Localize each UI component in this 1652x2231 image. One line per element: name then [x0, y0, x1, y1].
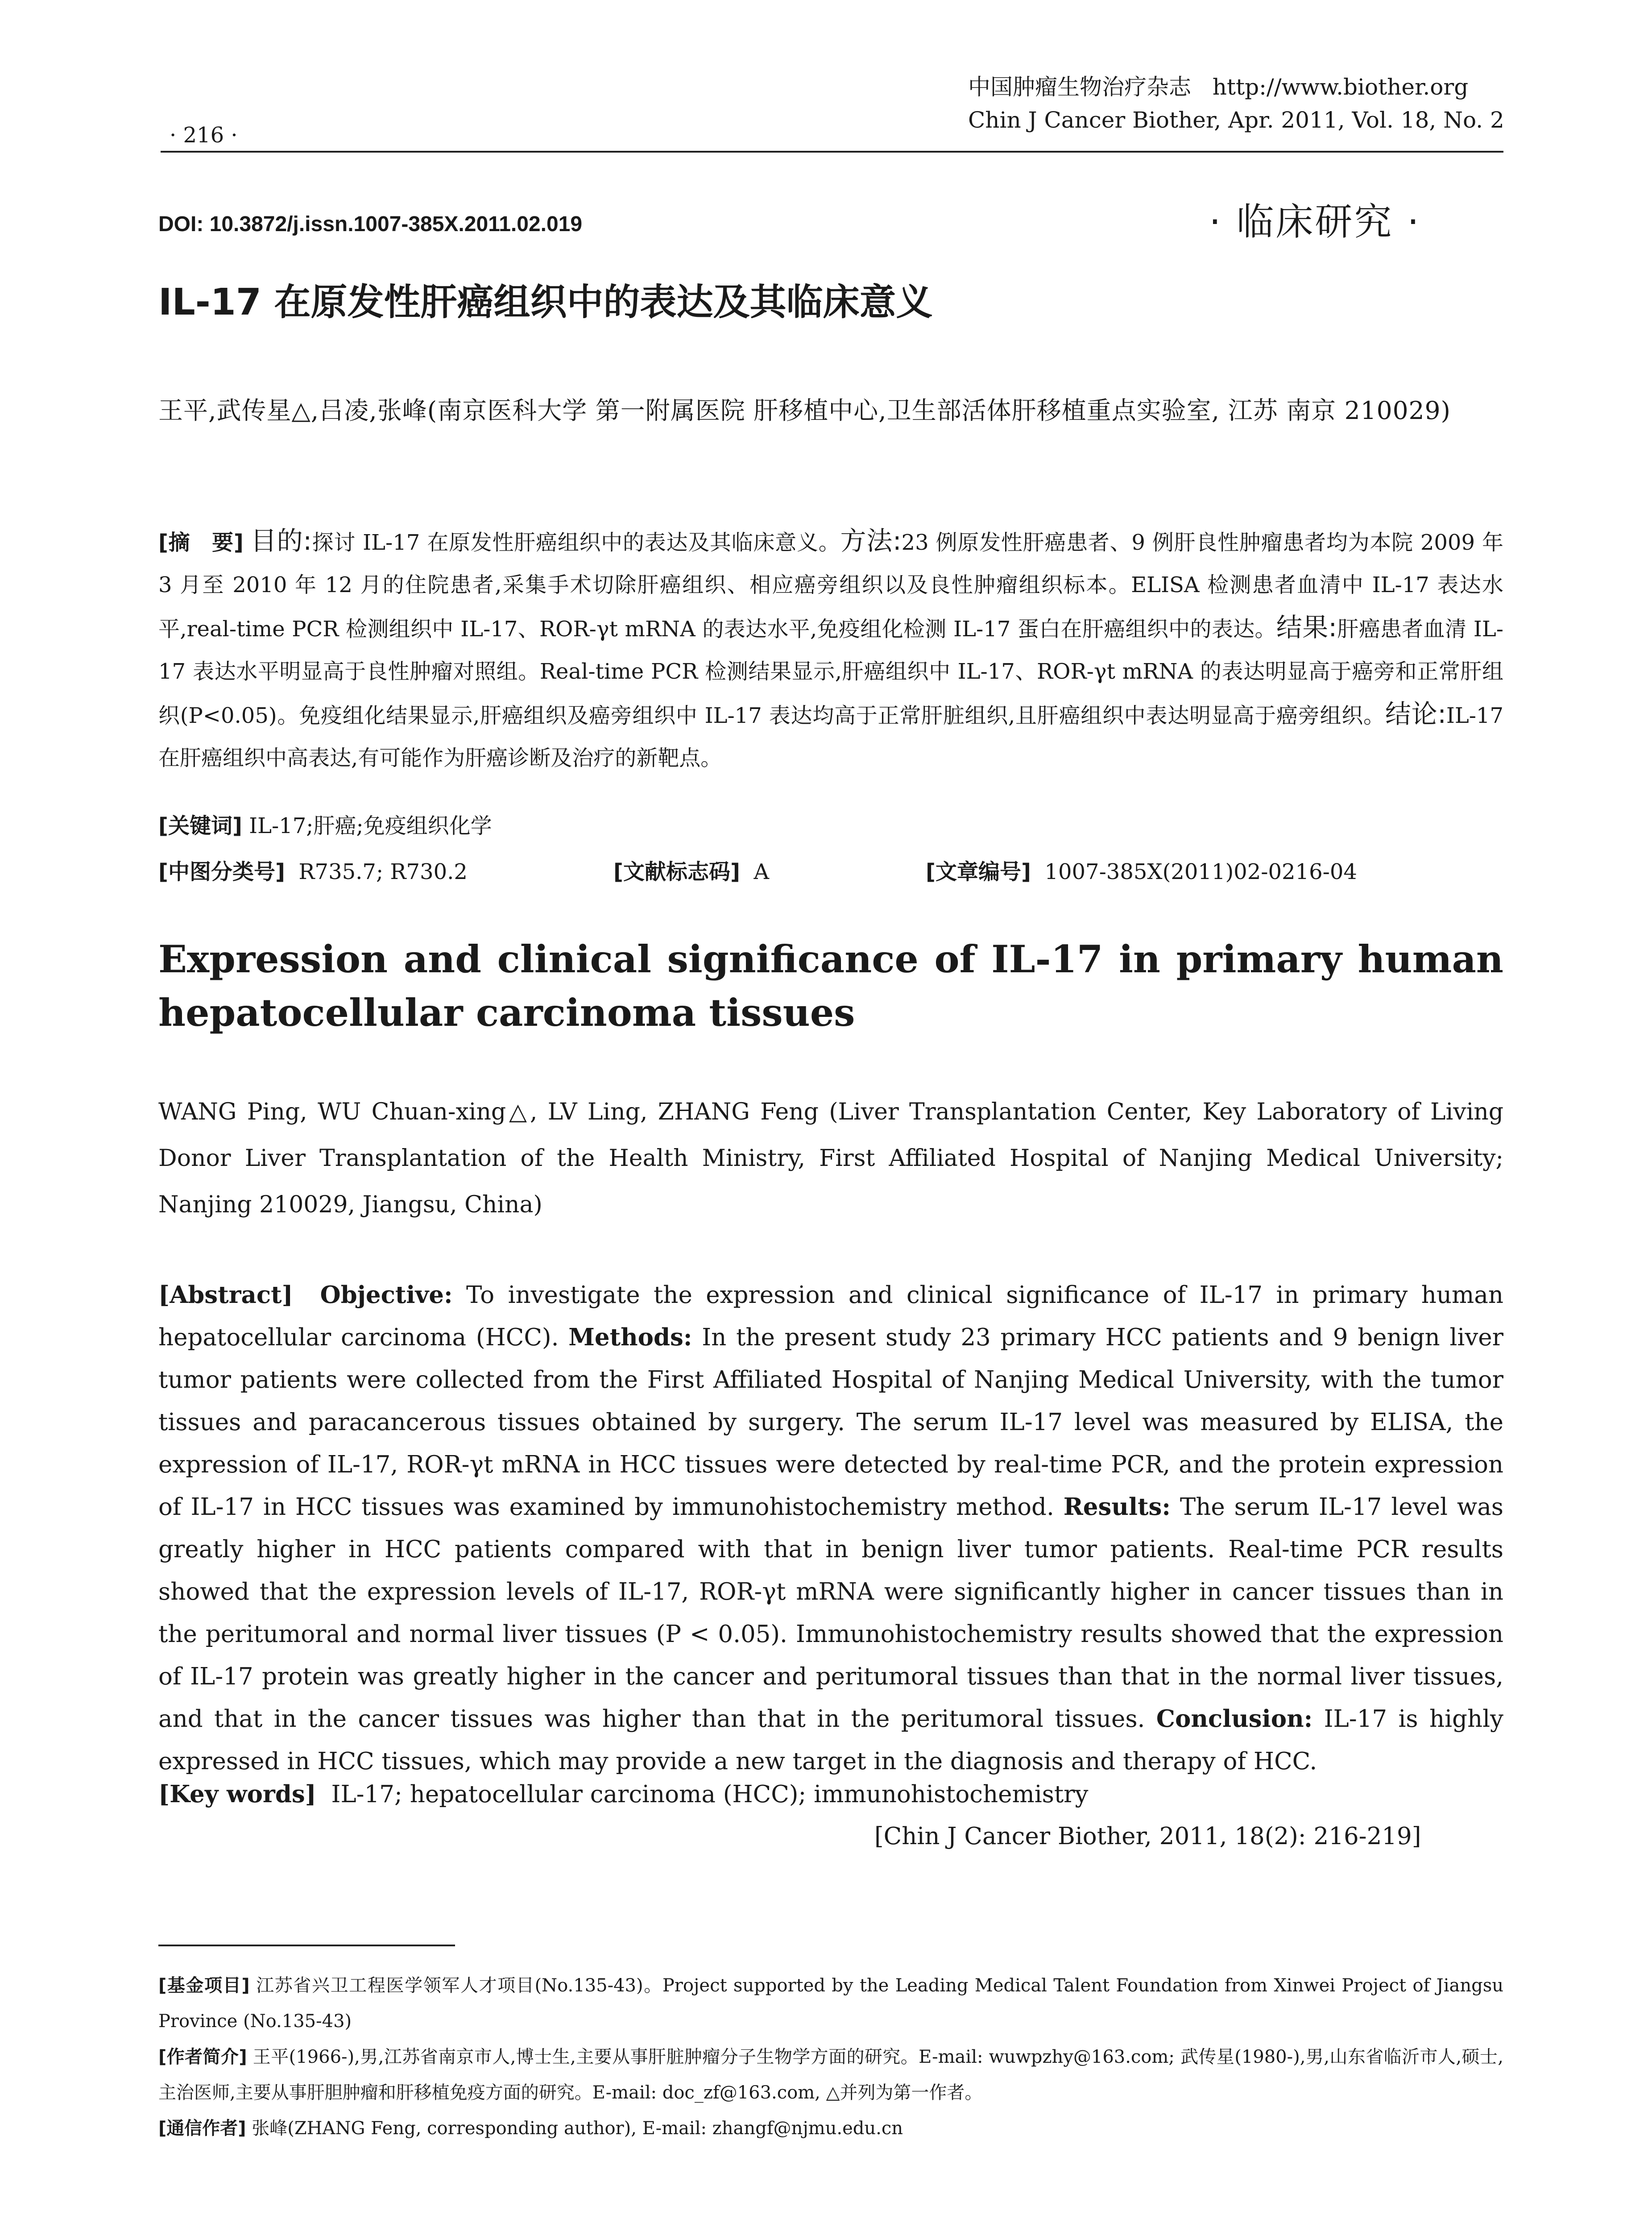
article-label: [文章编号]	[926, 859, 1031, 884]
journal-name-cn: 中国肿瘤生物治疗杂志	[968, 74, 1191, 100]
objective-cn: 探讨 IL-17 在原发性肝癌组织中的表达及其临床意义。	[311, 530, 840, 555]
keywords-en-label: [Key words]	[158, 1780, 316, 1808]
clc-code	[158, 854, 468, 885]
methods-en-label: Methods:	[568, 1323, 692, 1351]
journal-citation: Chin J Cancer Biother, Apr. 2011, Vol. 18, No. 2	[968, 107, 1504, 133]
conclusion-en: IL-17 is highly expressed in HCC tissues, which may provide a new target in the diagnosis and therapy of HCC.	[158, 1705, 1503, 1775]
footnote-author	[158, 2039, 1503, 2111]
section-tag: · 临床研究 ·	[1209, 200, 1421, 244]
doc-value: A	[754, 859, 770, 884]
keywords-en	[158, 1780, 1088, 1808]
title-cn: IL-17 在原发性肝癌组织中的表达及其临床意义	[158, 281, 933, 323]
keywords-cn-label: [关键词]	[158, 813, 242, 838]
conclusion-en-label: Conclusion:	[1156, 1705, 1313, 1733]
doc-label: [文献标志码]	[613, 859, 740, 884]
author-info-text: 王平(1966-),男,江苏省南京市人,博士生,主要从事肝脏肿瘤分子生物学方面的研究。E-mail: wuwpzhy@163.com; 武传星(1980-),男,山东省临沂市人,硕士,主治医师,主要从事肝胆肿瘤和肝移植免疫方面的研究。E-mail: doc_zf@163.com, △并列为第一作者。	[158, 2047, 1504, 2103]
keywords-en-text: IL-17; hepatocellular carcinoma (HCC); immunohistochemistry	[331, 1781, 1089, 1808]
corresponding-label: [通信作者]	[158, 2118, 246, 2139]
clc-label: [中图分类号]	[158, 859, 285, 884]
keywords-cn	[158, 809, 492, 839]
clc-value: R735.7; R730.2	[298, 859, 468, 884]
funding-label: [基金项目]	[158, 1975, 250, 1996]
author-info-label: [作者简介]	[158, 2047, 247, 2067]
abstract-en	[158, 1274, 1503, 1783]
footnote-rule	[158, 1945, 455, 1946]
authors-en: WANG Ping, WU Chuan-xing△, LV Ling, ZHANG Feng (Liver Transplantation Center, Key Laboratory of Living Donor Liver Transplantation of the Health Ministry, First Affiliated Hospital of Nanjing Medical University; Nanjing 210029, Jiangsu, China)	[158, 1099, 1503, 1218]
doi: DOI: 10.3872/j.issn.1007-385X.2011.02.019	[158, 212, 583, 236]
journal-header-cn	[968, 69, 1512, 101]
doc-code	[613, 854, 769, 885]
results-cn: 肝癌患者血清 IL-17 表达水平明显高于良性肿瘤对照组。Real-time PCR 检测结果显示,肝癌组织中 IL-17、ROR-γt mRNA 的表达明显高于癌旁和正常肝组织(P<0.05)。免疫组化结果显示,肝癌组织及癌旁组织中 IL-17 表达均高于正常肝脏组织,且肝癌组织中表达明显高于癌旁组织。	[158, 617, 1503, 728]
results-cn-label: 结果:	[1276, 612, 1337, 643]
article-value: 1007-385X(2011)02-0216-04	[1044, 859, 1357, 884]
header-rule	[161, 151, 1503, 153]
objective-en: To investigate the expression and clinical significance of IL-17 in primary human hepatocellular carcinoma (HCC).	[158, 1281, 1503, 1351]
footnote-funding	[158, 1968, 1503, 2039]
article-code	[926, 854, 1357, 885]
abstract-cn	[158, 520, 1503, 780]
methods-cn: 23 例原发性肝癌患者、9 例肝良性肿瘤患者均为本院 2009 年 3 月至 2010 年 12 月的住院患者,采集手术切除肝癌组织、相应癌旁组织以及良性肿瘤组织标本。ELISA 检测患者血清中 IL-17 表达水平,real-time PCR 检测组织中 IL-17、ROR-γt mRNA 的表达水平,免疫组化检测 IL-17 蛋白在肝癌组织中的表达。	[158, 530, 1504, 642]
methods-cn-label: 方法:	[840, 526, 902, 556]
classification-row	[158, 854, 1503, 886]
objective-cn-label: 目的:	[250, 526, 312, 556]
citation-reference: [Chin J Cancer Biother, 2011, 18(2): 216-219]	[874, 1823, 1421, 1850]
footnote-corresponding	[158, 2111, 1503, 2146]
results-en-label: Results:	[1063, 1493, 1171, 1521]
conclusion-cn-label: 结论:	[1385, 699, 1446, 729]
keywords-cn-text: IL-17;肝癌;免疫组织化学	[249, 813, 492, 838]
authors-cn: 王平,武传星△,吕凌,张峰(南京医科大学 第一附属医院 肝移植中心,卫生部活体肝移植重点实验室, 江苏 南京 210029)	[158, 396, 1451, 425]
journal-url: http://www.biother.org	[1212, 74, 1469, 100]
title-en: Expression and clinical significance of IL-17 in primary human hepatocellular carcinoma tissues	[158, 937, 1503, 1035]
conclusion-cn: IL-17 在肝癌组织中高表达,有可能作为肝癌诊断及治疗的新靶点。	[158, 703, 1503, 771]
objective-en-label: Objective:	[320, 1281, 453, 1309]
footnotes	[158, 1968, 1503, 2146]
corresponding-text: 张峰(ZHANG Feng, corresponding author), E-mail: zhangf@njmu.edu.cn	[252, 2118, 903, 2139]
abstract-cn-label: [摘 要]	[158, 530, 244, 555]
results-en: The serum IL-17 level was greatly higher in HCC patients compared with that in benign liver tumor patients. Real-time PCR results showed that the expression levels of IL-17, ROR-γt mRNA were significantly higher in cancer tissues than in the peritumoral and normal liver tissues (P < 0.05). Immunohistochemistry results showed that the expression of IL-17 protein was greatly higher in the cancer and peritumoral tissues than that in the normal liver tissues, and that in the cancer tissues was higher than that in the peritumoral tissues.	[158, 1493, 1504, 1733]
page-number: · 216 ·	[170, 123, 238, 148]
funding-text: 江苏省兴卫工程医学领军人才项目(No.135-43)。Project supported by the Leading Medical Talent Foundation from Xinwei Project of Jiangsu Province (No.135-43)	[158, 1975, 1503, 2032]
abstract-en-label: [Abstract]	[158, 1281, 293, 1309]
methods-en: In the present study 23 primary HCC patients and 9 benign liver tumor patients were collected from the First Affiliated Hospital of Nanjing Medical University, with the tumor tissues and paracancerous tissues obtained by surgery. The serum IL-17 level was measured by ELISA, the expression of IL-17, ROR-γt mRNA in HCC tissues were detected by real-time PCR, and the protein expression of IL-17 in HCC tissues was examined by immunohistochemistry method.	[158, 1324, 1503, 1521]
